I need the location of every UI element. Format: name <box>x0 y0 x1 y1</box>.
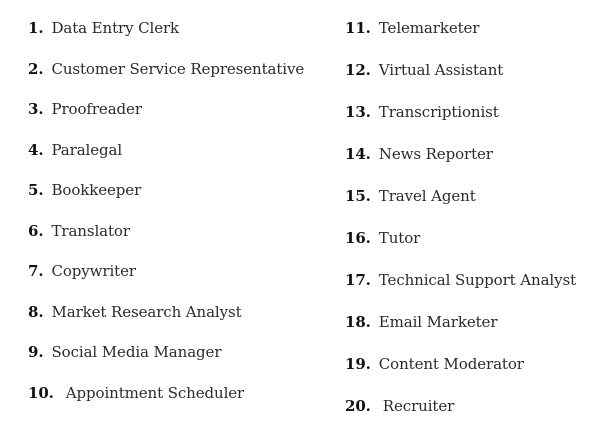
list-item <box>28 140 122 160</box>
list-item <box>345 396 454 416</box>
list-item <box>345 270 576 290</box>
list-item <box>345 228 420 248</box>
list-item <box>28 342 221 362</box>
item-number: 2. <box>28 60 44 78</box>
item-label: Technical Support Analyst <box>378 271 577 289</box>
item-label: Copywriter <box>51 262 136 280</box>
item-number: 17. <box>345 271 371 289</box>
item-label: Travel Agent <box>378 187 476 205</box>
item-label: Appointment Scheduler <box>65 384 245 402</box>
item-label: Tutor <box>378 229 421 247</box>
list-item <box>345 102 499 122</box>
item-label: Customer Service Representative <box>51 60 305 78</box>
item-label: Translator <box>51 222 130 240</box>
item-number: 6. <box>28 222 44 240</box>
list-item <box>345 60 503 80</box>
item-label: Recruiter <box>382 397 455 415</box>
list-item <box>345 144 493 164</box>
item-number: 10. <box>28 384 54 402</box>
item-number: 13. <box>345 103 371 121</box>
item-number: 12. <box>345 61 371 79</box>
list-item <box>345 18 479 38</box>
list-item <box>28 18 179 38</box>
item-number: 15. <box>345 187 371 205</box>
right-column <box>330 0 607 436</box>
item-label: Proofreader <box>51 100 142 118</box>
list-item <box>28 383 244 403</box>
list-item <box>28 99 142 119</box>
item-label: Market Research Analyst <box>51 303 242 321</box>
item-label: Virtual Assistant <box>378 61 504 79</box>
list-item <box>28 261 136 281</box>
item-label: News Reporter <box>378 145 493 163</box>
item-number: 5. <box>28 181 44 199</box>
item-number: 20. <box>345 397 371 415</box>
list-item <box>28 180 141 200</box>
item-number: 1. <box>28 19 44 37</box>
list-item <box>28 221 130 241</box>
item-number: 19. <box>345 355 371 373</box>
list-item <box>345 186 476 206</box>
item-number: 3. <box>28 100 44 118</box>
item-number: 8. <box>28 303 44 321</box>
item-label: Paralegal <box>51 141 123 159</box>
item-number: 4. <box>28 141 44 159</box>
item-label: Email Marketer <box>378 313 498 331</box>
item-number: 9. <box>28 343 44 361</box>
item-number: 11. <box>345 19 371 37</box>
item-label: Social Media Manager <box>51 343 222 361</box>
list-item <box>345 312 497 332</box>
item-label: Data Entry Clerk <box>51 19 180 37</box>
item-number: 18. <box>345 313 371 331</box>
item-label: Telemarketer <box>378 19 480 37</box>
item-number: 14. <box>345 145 371 163</box>
list-item <box>28 302 242 322</box>
item-label: Content Moderator <box>378 355 524 373</box>
list-item <box>28 59 304 79</box>
list-item <box>345 354 524 374</box>
item-label: Bookkeeper <box>51 181 142 199</box>
item-number: 7. <box>28 262 44 280</box>
item-number: 16. <box>345 229 371 247</box>
item-label: Transcriptionist <box>378 103 499 121</box>
